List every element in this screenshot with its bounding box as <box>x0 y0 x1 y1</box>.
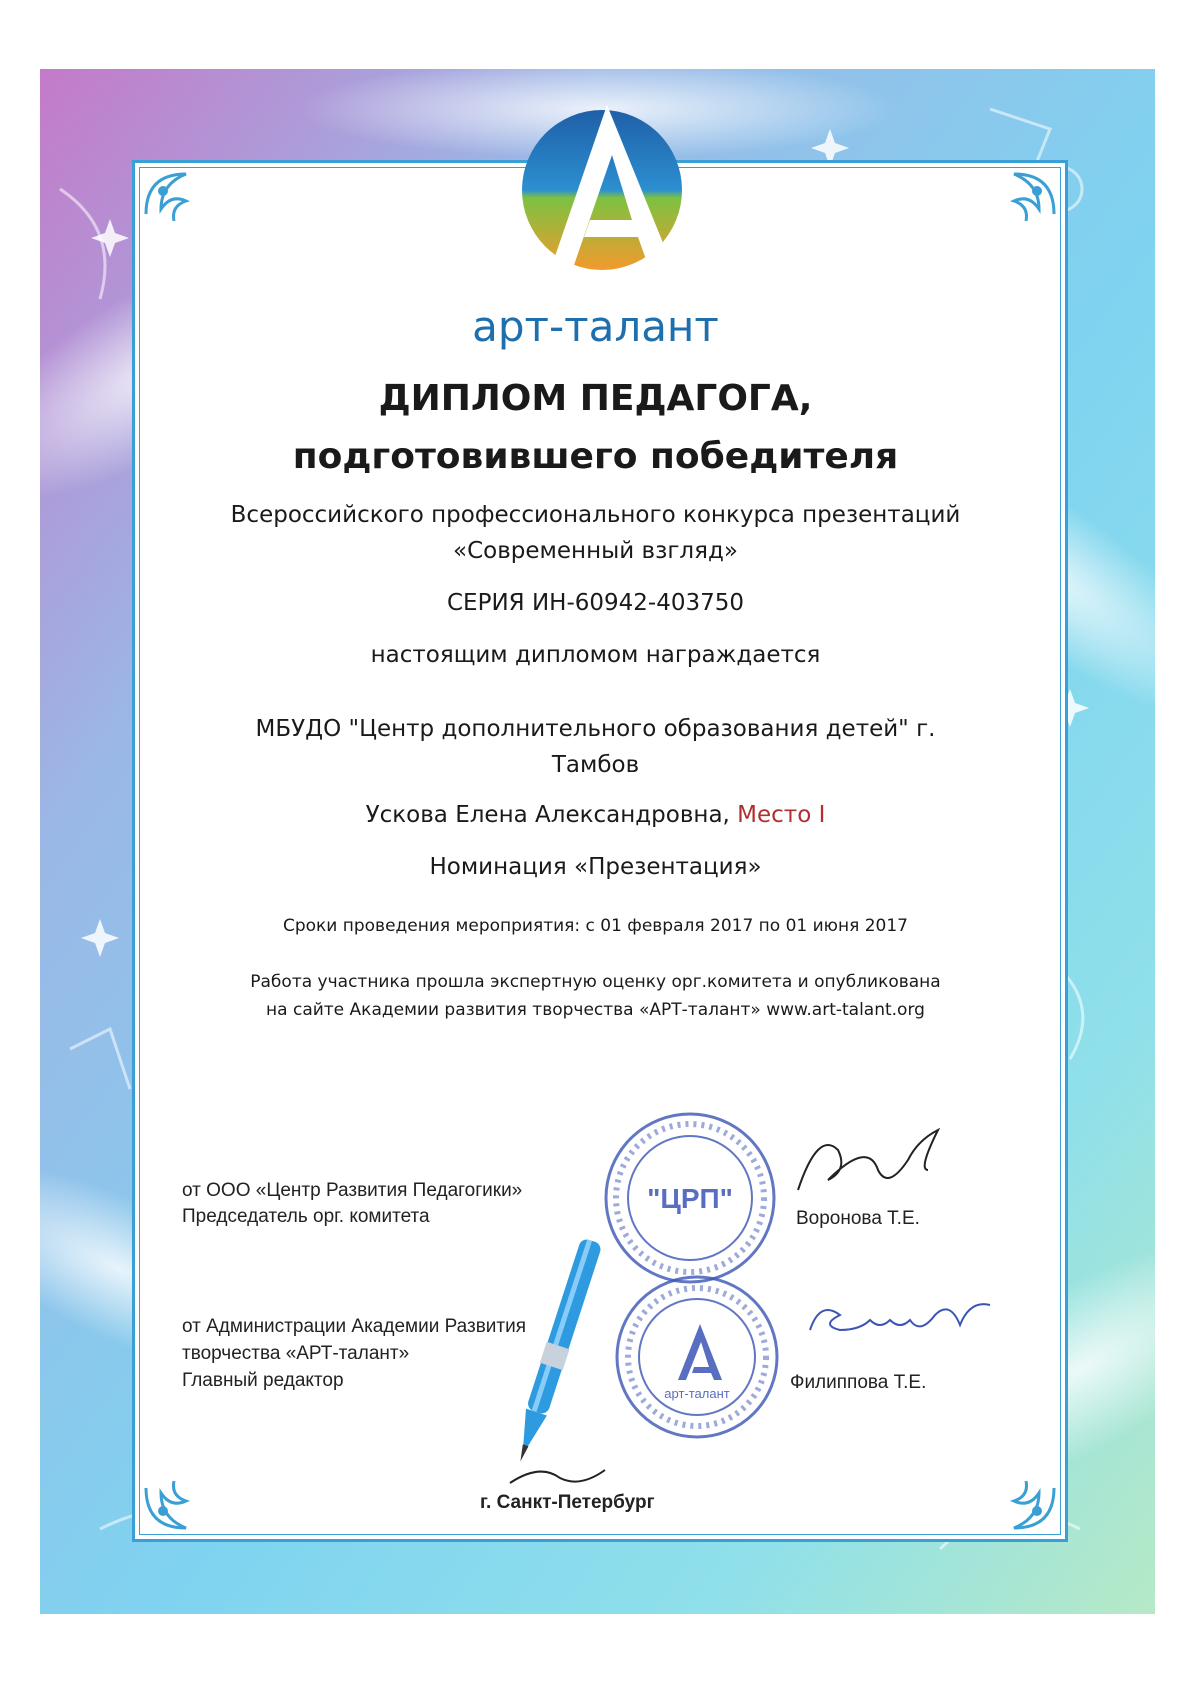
event-dates: Сроки проведения мероприятия: с 01 февраля 2017 по 01 июня 2017 <box>282 916 909 936</box>
awarded-text: настоящим дипломом награждается <box>370 642 821 668</box>
signatory1-line1: от ООО «Центр Развития Педагогики» <box>182 1180 523 1201</box>
signatory1-line2: Председатель орг. комитета <box>182 1206 430 1227</box>
signatory2-name: Филиппова Т.Е. <box>790 1372 927 1393</box>
corner-ornament-bottom-right <box>969 1443 1059 1533</box>
brand-name: арт-талант <box>472 302 719 351</box>
publication-line2: на сайте Академии развития творчества «АРТ-талант» www.art-talant.org <box>266 1000 925 1020</box>
recipient-place: Место I <box>737 802 826 828</box>
organization-line1: МБУДО "Центр дополнительного образования детей" г. <box>255 716 936 742</box>
publication-line1: Работа участника прошла экспертную оценку орг.комитета и опубликована <box>250 972 941 992</box>
art-talant-logo-icon <box>512 95 692 275</box>
diploma-subtitle: подготовившего победителя <box>292 436 899 477</box>
signatory2-line1: от Администрации Академии Развития <box>182 1316 527 1337</box>
recipient-line <box>0 802 1191 828</box>
signatory1-name: Воронова Т.Е. <box>796 1208 920 1229</box>
signatory2-line3: Главный редактор <box>182 1370 344 1391</box>
signatory2-line2: творчества «АРТ-талант» <box>182 1343 410 1364</box>
city: г. Санкт-Петербург <box>480 1492 655 1513</box>
signature-voronova <box>788 1120 988 1210</box>
pen-icon <box>500 1215 610 1495</box>
diploma-title: ДИПЛОМ ПЕДАГОГА, <box>378 378 813 419</box>
series-number: СЕРИЯ ИН-60942-403750 <box>446 590 745 616</box>
stamp-crp <box>600 1108 780 1288</box>
nomination: Номинация «Презентация» <box>429 854 762 880</box>
corner-ornament-bottom-left <box>141 1443 231 1533</box>
corner-ornament-top-left <box>141 169 231 259</box>
stamp2-center: арт-талант <box>664 1386 730 1401</box>
signature-filippova <box>800 1285 1010 1365</box>
corner-ornament-top-right <box>969 169 1059 259</box>
organization-line2: Тамбов <box>551 752 640 778</box>
stamp-art-talant <box>612 1272 782 1442</box>
contest-name-line1: Всероссийского профессионального конкурса презентаций <box>230 502 961 528</box>
recipient-name: Ускова Елена Александровна, <box>365 802 730 828</box>
contest-name-line2: «Современный взгляд» <box>453 538 738 564</box>
stamp1-center: "ЦРП" <box>647 1183 733 1214</box>
